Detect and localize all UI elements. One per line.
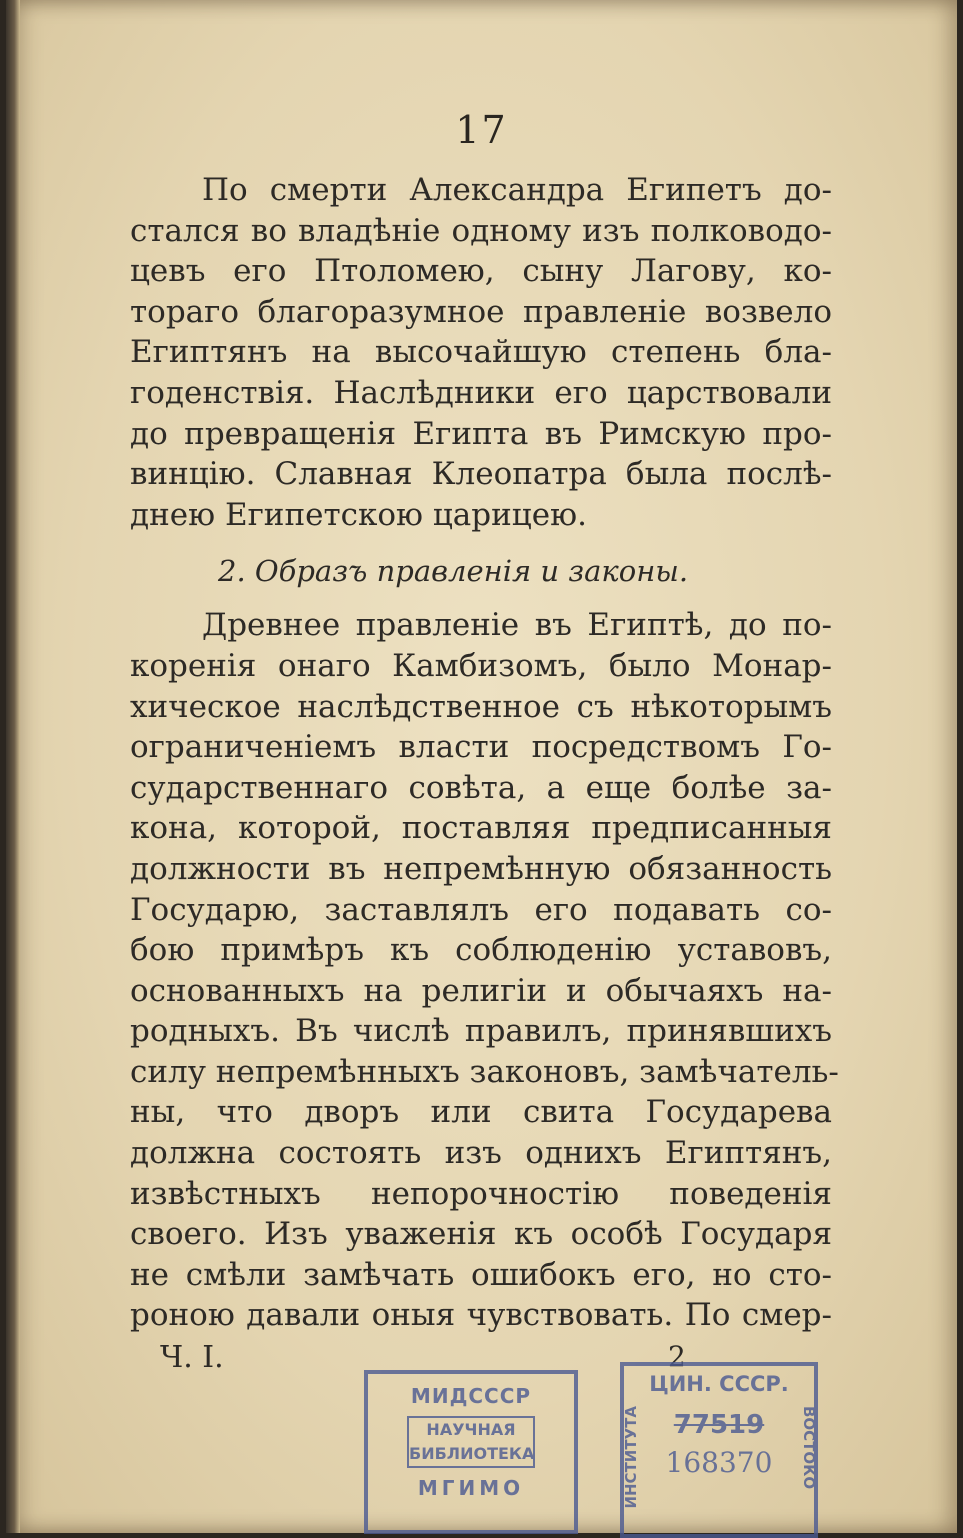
- page-number: 17: [455, 108, 508, 152]
- text-line: Египтянъ на высочайшую степень бла-: [130, 334, 832, 371]
- text-line: ограниченіемъ власти посредствомъ Го-: [130, 729, 832, 766]
- stamp-right-number: 168370: [665, 1446, 773, 1479]
- text-line: хическое наслѣдственное съ нѣкоторымъ: [130, 688, 832, 725]
- page-body: [130, 170, 839, 1336]
- text-line: до превращенія Египта въ Римскую про-: [130, 415, 832, 452]
- stamp-left-top: МИДСССР: [410, 1384, 532, 1408]
- text-line: своего. Изъ уваженія къ особѣ Государя: [130, 1216, 832, 1253]
- text-line: извѣстныхъ непорочностію поведенія: [130, 1175, 832, 1212]
- stamp-left-middle: НАУЧНАЯ БИБЛИОТЕКА: [407, 1416, 535, 1468]
- paragraph-1: [130, 170, 832, 535]
- stamp-left-bottom: МГИМО: [417, 1476, 525, 1500]
- text-line: силу непремѣнныхъ законовъ, замѣчатель-: [130, 1053, 839, 1090]
- text-line: годенствія. Наслѣдники его царствовали: [130, 374, 832, 411]
- stamp-right-top: ЦИН. СССР.: [649, 1372, 789, 1396]
- text-line: Государю, заставлялъ его подавать со-: [130, 891, 832, 928]
- text-line: должности въ непремѣнную обязанность: [130, 850, 832, 887]
- text-line: сударственнаго совѣта, а еще болѣе за-: [130, 769, 832, 806]
- text-line: винцію. Славная Клеопатра была послѣ-: [130, 456, 832, 493]
- text-line: бою примѣръ къ соблюденію уставовъ,: [130, 932, 832, 969]
- text-line: должна состоять изъ однихъ Египтянъ,: [130, 1135, 832, 1172]
- text-line: днею Египетскою царицею.: [130, 496, 587, 533]
- book-spine: [6, 0, 20, 1533]
- stamp-right-struck-number: 77519: [673, 1410, 765, 1440]
- text-line: цевъ его Птоломею, сыну Лагову, ко-: [130, 253, 832, 290]
- library-stamp-left: [364, 1370, 578, 1534]
- text-line: ны, что дворъ или свита Государева: [130, 1094, 832, 1131]
- text-line: не смѣли замѣчать ошибокъ его, но сто-: [130, 1256, 832, 1293]
- text-line: родныхъ. Въ числѣ правилъ, принявшихъ: [130, 1013, 832, 1050]
- text-line: роною давали оныя чувствовать. По смер-: [130, 1297, 832, 1334]
- signature-number: 2: [668, 1340, 686, 1373]
- text-line: Древнее правленіе въ Египтѣ, до по-: [202, 607, 832, 644]
- text-line: основанныхъ на религіи и обычаяхъ на-: [130, 972, 832, 1009]
- paragraph-2: [130, 605, 839, 1336]
- text-line: кона, которой, поставляя предписанныя: [130, 810, 832, 847]
- text-line: коренія онаго Камбизомъ, было Монар-: [130, 647, 832, 684]
- signature-mark: Ч. I.: [160, 1340, 224, 1375]
- text-line: стался во владѣніе одному изъ полководо-: [130, 212, 832, 249]
- library-stamp-right: [620, 1362, 818, 1538]
- text-line: тораго благоразумное правленіе возвело: [130, 293, 832, 330]
- stamp-right-side-right: ВОСТОКО: [800, 1406, 818, 1490]
- stamp-right-side-left: ИНСТИТУТА: [622, 1406, 640, 1509]
- section-heading: 2. Образъ правленія и законы.: [218, 554, 689, 589]
- text-line: По смерти Александра Египетъ до-: [202, 172, 832, 208]
